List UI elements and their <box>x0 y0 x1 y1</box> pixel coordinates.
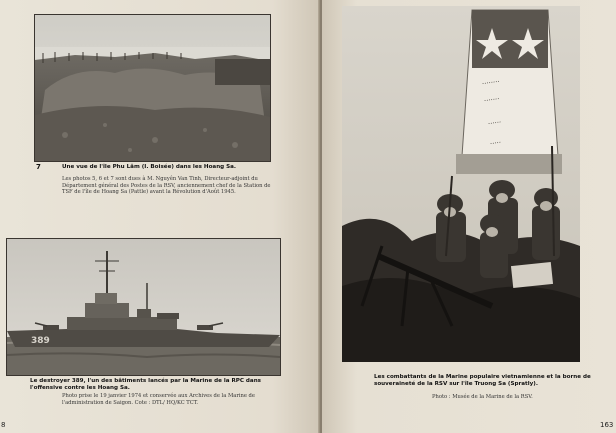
soldiers-sovereignty-marker-image <box>342 6 580 362</box>
island-landscape-image <box>35 15 270 161</box>
soldiers-marker-photo <box>342 6 580 362</box>
svg-text:........: ........ <box>481 75 500 86</box>
destroyer-photo <box>6 238 281 376</box>
svg-text:389: 389 <box>31 336 50 346</box>
left-page-number: 8 <box>1 421 6 429</box>
island-photo-note: Les photos 5, 6 et 7 sont dues à M. Nguyên Van Tinh, Directeur-adjoint du Département général des Postes de la RSV, anciennement chef de la Station de TSF de l'île de Hoang Sa (Pattle) avant la Révolution d'Août 1945. <box>62 176 271 196</box>
soldiers-photo-caption: Les combattants de la Marine populaire vietnamienne et la borne de souveraineté de la RSV sur l'île Truong Sa (Spratly). <box>374 374 591 387</box>
island-photo <box>34 14 271 162</box>
right-page <box>322 0 616 433</box>
figure-number: 7 <box>36 163 41 171</box>
destroyer-ship-image <box>7 239 280 375</box>
svg-text:.......: ....... <box>483 92 500 103</box>
soldiers-photo-credit: Photo : Musée de la Marine de la RSV. <box>432 394 533 400</box>
destroyer-photo-note: Photo prise le 19 janvier 1974 et conservée aux Archives de la Marine de l'administration de Saigon. Cote : DTL/ HQ/KC TCT. <box>62 393 255 406</box>
destroyer-photo-caption: Le destroyer 389, l'un des bâtiments lancés par la Marine de la RPC dans l'offensive contre les Hoang Sa. <box>30 378 262 391</box>
svg-text:.....: ..... <box>489 136 502 146</box>
right-page-number: 163 <box>600 421 614 429</box>
svg-text:......: ...... <box>487 116 502 126</box>
island-photo-caption: Une vue de l'île Phu Lâm (I. Boisée) dans les Hoang Sa. <box>62 164 237 170</box>
